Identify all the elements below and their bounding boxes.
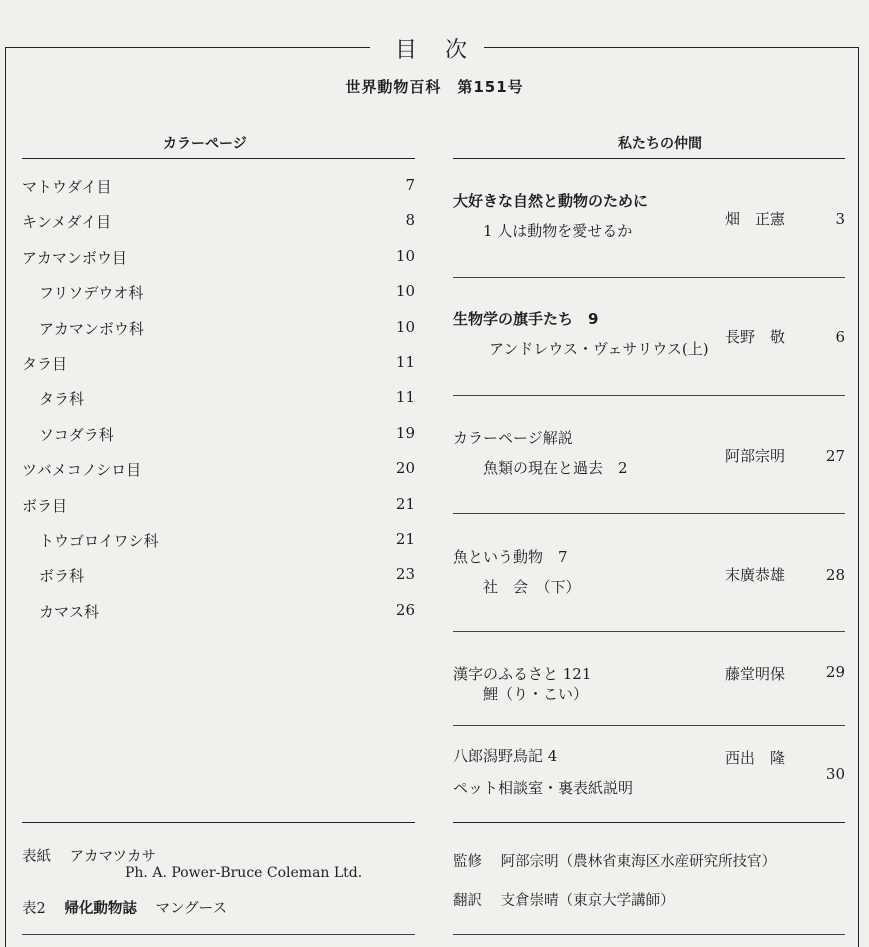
article-divider: [453, 725, 845, 726]
toc-entry-name: ボラ目: [22, 496, 68, 515]
toc-entry-name: ツバメコノシロ目: [22, 461, 142, 480]
cover-label: 表紙: [22, 849, 51, 865]
toc-entry: [22, 318, 415, 342]
cover2-title: マングース: [155, 901, 227, 917]
article-title: 大好きな自然と動物のために: [453, 192, 649, 210]
cover-credit: Ph. A. Power-Bruce Coleman Ltd.: [125, 865, 363, 881]
color-pages-heading: カラーページ: [163, 136, 247, 152]
toc-title: 目次: [395, 38, 496, 63]
toc-entry-name: フリソデウオ科: [39, 284, 144, 303]
toc-entry-name: アカマンボウ目: [22, 248, 127, 267]
article-page: 29: [825, 663, 845, 681]
toc-entry-page: 20: [395, 459, 415, 478]
left-footer-rule: [22, 822, 415, 823]
article-divider: [453, 277, 845, 278]
supervisor-label: 監修: [453, 854, 482, 870]
toc-entry-name: ソコダラ科: [39, 425, 114, 444]
supervisor-name: 阿部宗明（農林省東海区水産研究所技官）: [500, 854, 777, 870]
article-subtitle: 社 会 （下）: [483, 578, 581, 596]
article-page: 28: [825, 566, 845, 584]
toc-entry-page: 10: [395, 317, 415, 336]
issue-subtitle: 世界動物百科 第151号: [345, 78, 524, 96]
toc-entry-name: カマス科: [39, 602, 100, 621]
bottom-rule-right: [453, 934, 845, 935]
toc-entry: [22, 601, 415, 625]
toc-entry-name: アカマンボウ科: [39, 319, 144, 338]
article-author: 畑 正憲: [725, 210, 786, 228]
article-divider: [453, 513, 845, 514]
toc-entry: [22, 247, 415, 271]
toc-entry: [22, 282, 415, 306]
bottom-rule-left: [22, 934, 415, 935]
supervisor-line: [453, 850, 776, 871]
article-subtitle: 1 人は動物を愛せるか: [483, 222, 633, 240]
toc-entry-name: キンメダイ目: [22, 213, 112, 232]
article-divider: [453, 395, 845, 396]
cover2-line: [22, 897, 227, 918]
toc-entry: [22, 459, 415, 483]
translator-name: 支倉崇晴（東京大学講師）: [500, 893, 675, 909]
article-page: 6: [835, 328, 845, 346]
toc-entry-name: マトウダイ目: [22, 178, 112, 196]
toc-entry-page: 21: [395, 494, 415, 513]
right-heading-rule: [453, 158, 845, 159]
article-subtitle: ペット相談室・裏表紙説明: [453, 779, 634, 797]
article-author: 長野 敬: [725, 328, 786, 346]
article-page: 3: [835, 210, 845, 228]
article-author: 西出 隆: [725, 749, 786, 767]
cover-line: [22, 845, 156, 866]
toc-entry-name: タラ科: [39, 390, 85, 409]
cover2-series: 帰化動物誌: [64, 901, 137, 917]
article-title: 漢字のふるさと 121: [453, 665, 592, 683]
toc-entry-name: タラ目: [22, 355, 68, 373]
article-subtitle: 魚類の現在と過去 2: [483, 459, 628, 477]
toc-entry-page: 11: [395, 388, 415, 407]
translator-label: 翻訳: [453, 893, 482, 909]
article-title: カラーページ解説: [453, 429, 573, 447]
article-author: 阿部宗明: [725, 447, 786, 465]
toc-entry-page: 10: [395, 282, 415, 301]
toc-entry-page: 19: [395, 423, 415, 442]
right-footer-rule: [453, 822, 845, 823]
article-subtitle: 鯉（り・こい）: [483, 685, 589, 703]
translator-line: [453, 889, 675, 910]
article-page: 30: [825, 765, 845, 783]
toc-entry-page: 26: [395, 600, 415, 619]
top-rule-left: [5, 47, 370, 48]
toc-entry: [22, 388, 415, 412]
toc-entry-name: トウゴロイワシ科: [39, 532, 159, 550]
top-rule-right: [484, 47, 858, 48]
our-companions-heading: 私たちの仲間: [618, 136, 702, 152]
toc-entry-page: 10: [395, 246, 415, 265]
article-author: 末廣恭雄: [725, 566, 786, 584]
toc-entry-page: 23: [395, 565, 415, 584]
toc-entry: [22, 424, 415, 448]
article-title: 魚という動物 7: [453, 548, 568, 566]
cover-title: アカマツカサ: [69, 849, 157, 865]
toc-entry: [22, 211, 415, 235]
article-author: 藤堂明保: [725, 665, 786, 683]
toc-entry-page: 8: [405, 211, 415, 230]
article-title: 八郎潟野鳥記 4: [453, 747, 558, 765]
article-subtitle: アンドレウス・ヴェサリウス(上): [489, 340, 709, 358]
left-heading-rule: [22, 158, 415, 159]
cover2-label: 表2: [22, 901, 46, 917]
toc-entry: [22, 530, 415, 554]
toc-entry-page: 21: [395, 530, 415, 548]
toc-entry-page: 7: [405, 176, 415, 194]
toc-entry: [22, 176, 415, 200]
toc-entry: [22, 353, 415, 377]
article-title: 生物学の旗手たち 9: [453, 310, 599, 328]
article-page: 27: [825, 447, 845, 465]
article-divider: [453, 631, 845, 632]
toc-entry: [22, 495, 415, 519]
toc-entry-name: ボラ科: [39, 567, 85, 586]
toc-entry-page: 11: [395, 353, 415, 371]
toc-entry: [22, 565, 415, 589]
